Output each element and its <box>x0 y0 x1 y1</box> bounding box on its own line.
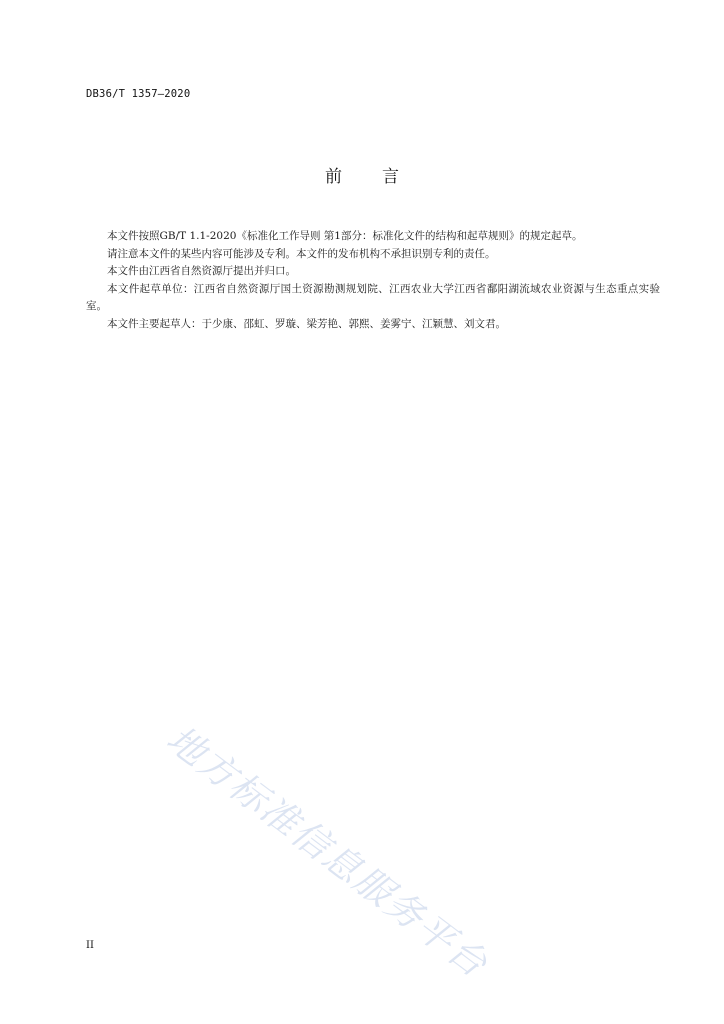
standard-code: DB36/T 1357—2020 <box>86 88 191 100</box>
foreword-body <box>86 228 660 333</box>
title-part-2: 言 <box>382 167 399 187</box>
paragraph-drafters: 本文件主要起草人：于少康、邵虹、罗璇、梁芳艳、郭熙、姜雾宁、江颖慧、刘文君。 <box>107 317 506 330</box>
paragraph-patent-notice: 请注意本文件的某些内容可能涉及专利。本文件的发布机构不承担识别专利的责任。 <box>107 247 496 260</box>
paragraph-drafting-units: 本文件起草单位：江西省自然资源厅国土资源勘测规划院、江西农业大学江西省鄱阳湖流域农业资源与生态重点实验室。 <box>86 282 660 312</box>
title-part-1: 前 <box>325 167 342 187</box>
watermark-text: 地方标准信息服务平台 <box>158 717 497 987</box>
paragraph-proposer: 本文件由江西省自然资源厅提出并归口。 <box>107 265 296 277</box>
paragraph-drafting-rules: 本文件按照GB/T 1.1-2020《标准化工作导则 第1部分：标准化文件的结构和起草规则》的规定起草。 <box>107 230 583 242</box>
page-number: II <box>86 940 94 951</box>
section-title <box>0 162 724 187</box>
